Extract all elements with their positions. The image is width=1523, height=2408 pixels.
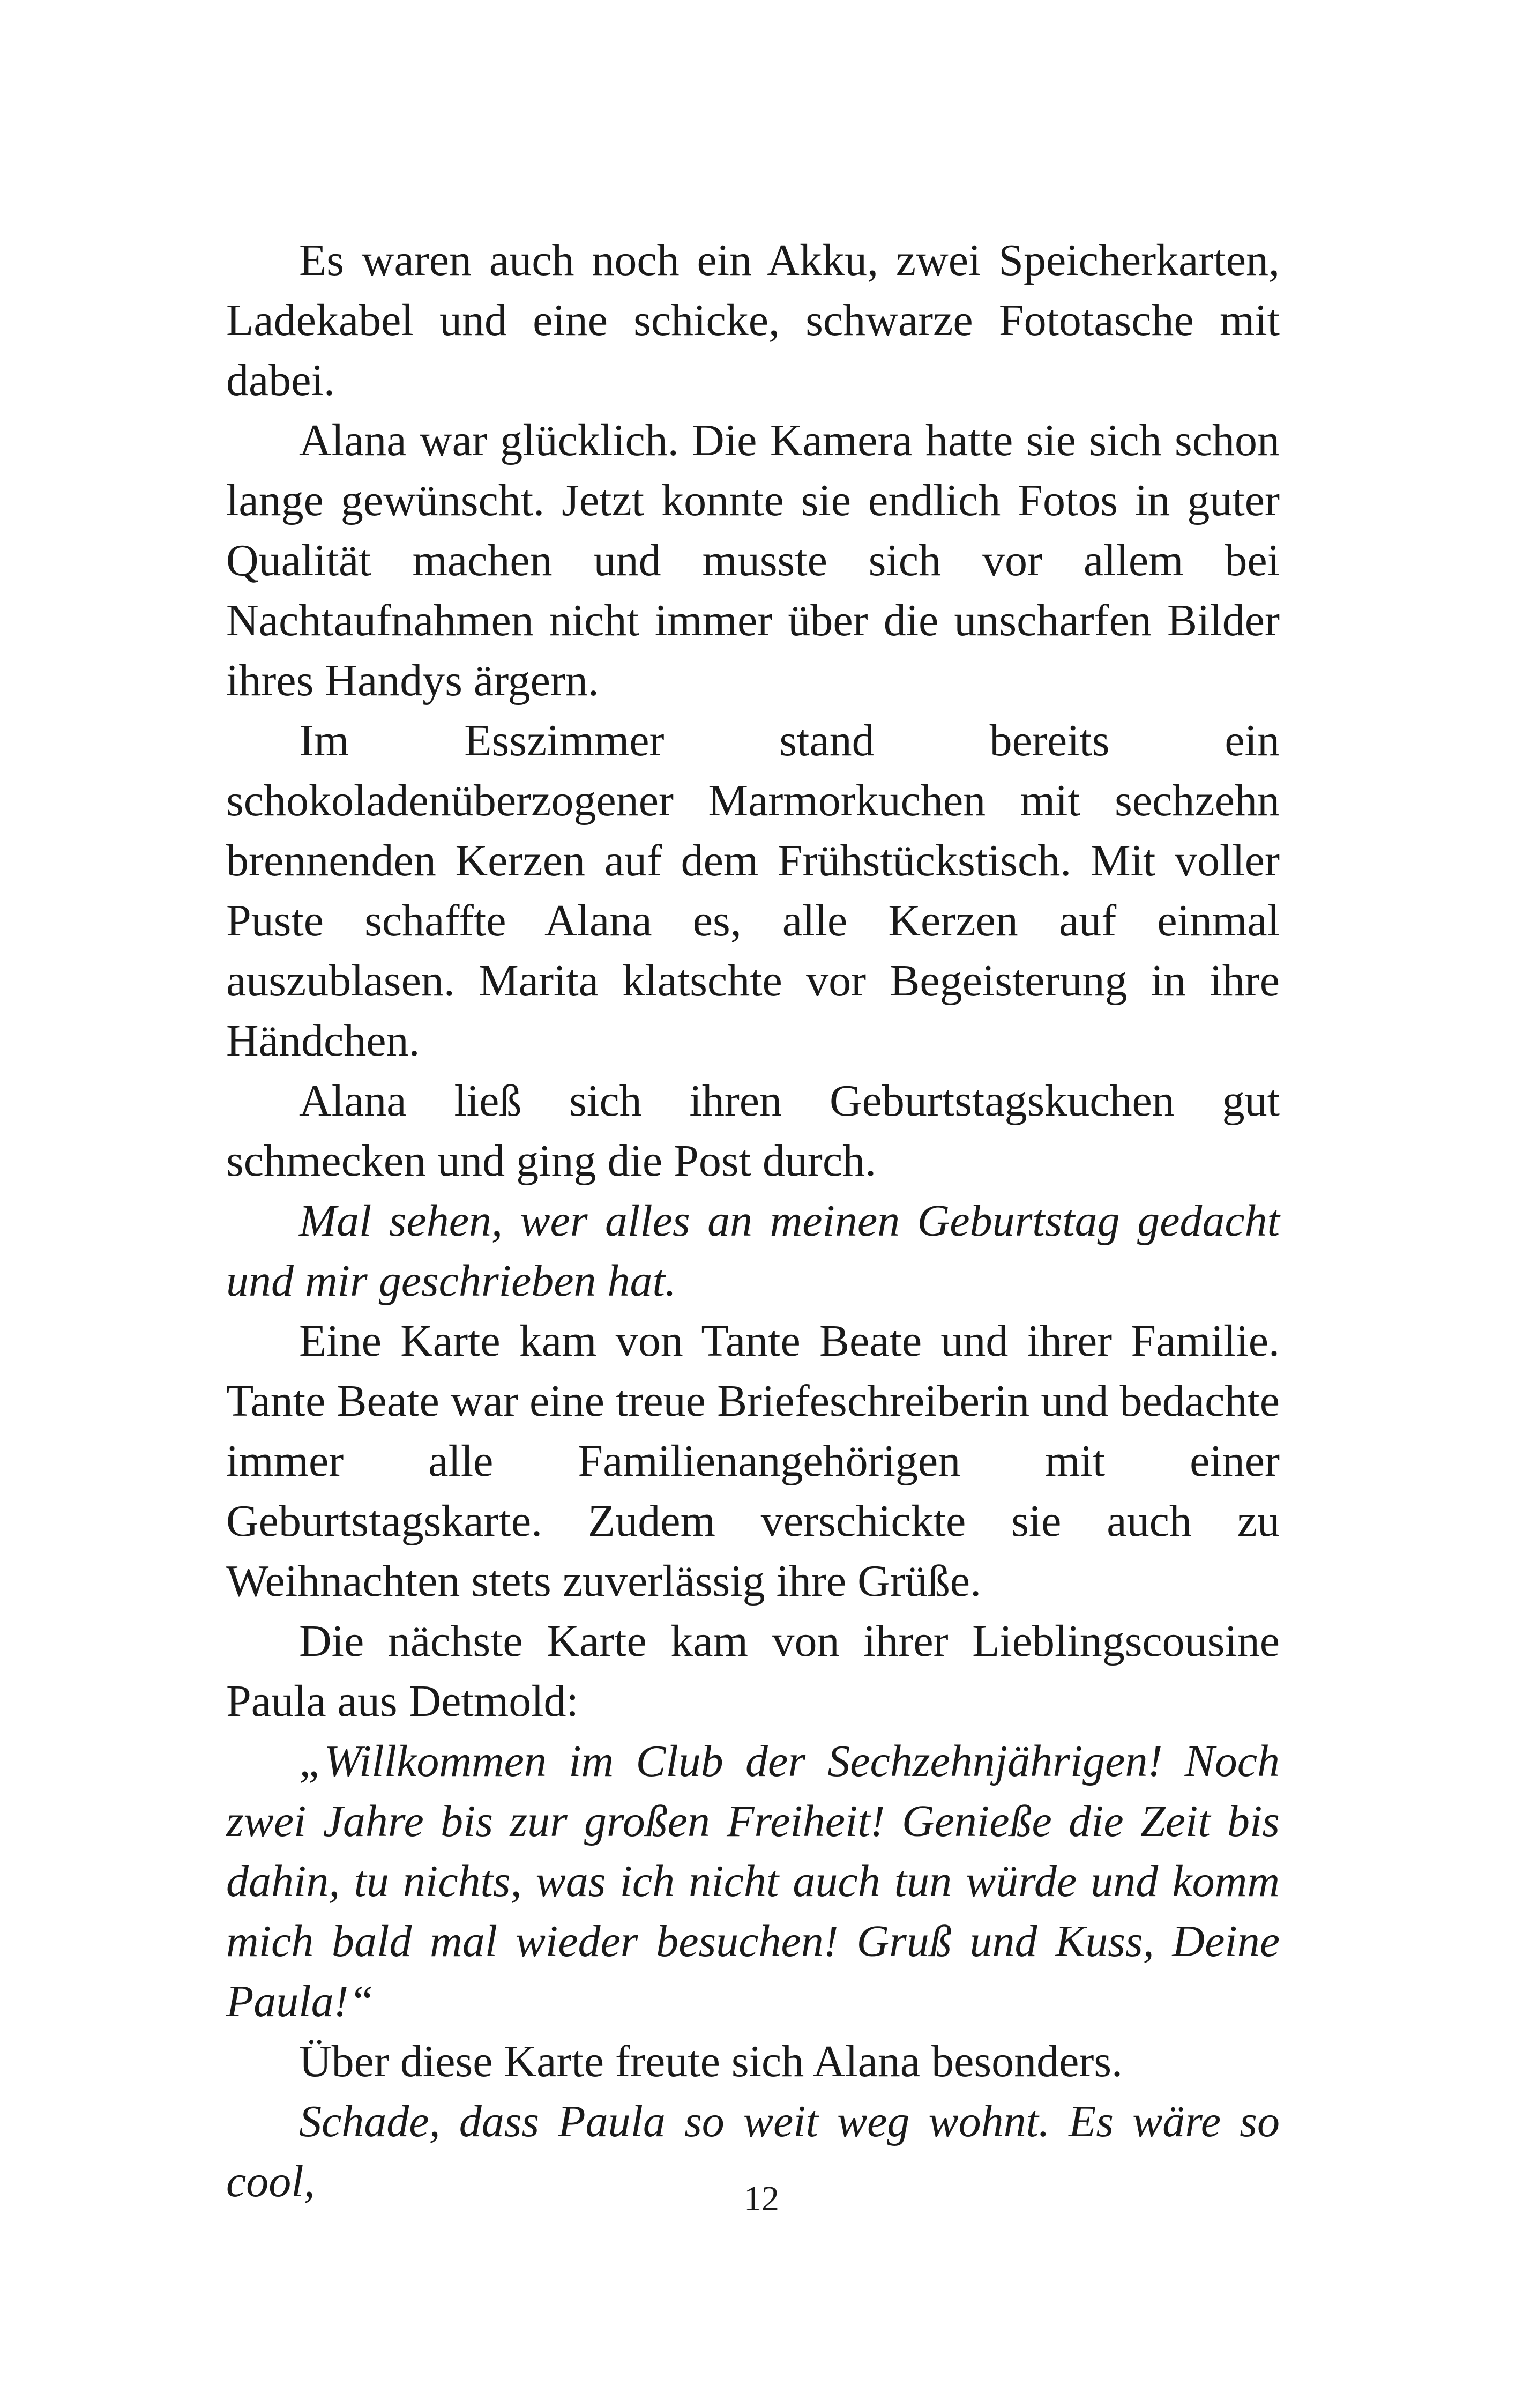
page-number: 12 (744, 2179, 779, 2218)
paragraph: Über diese Karte freute sich Alana besonders. (299, 2037, 1123, 2086)
paragraph-italic: Schade, dass Paula so weit weg wohnt. Es wäre so cool, (226, 2097, 1280, 2206)
paragraph: Alana ließ sich ihren Geburtstagskuchen gut schmecken und ging die Post durch. (226, 1076, 1280, 1186)
body-text (226, 231, 1280, 2212)
paragraph: Eine Karte kam von Tante Beate und ihrer Familie. Tante Beate war eine treue Briefeschreiberin und bedachte immer alle Familienangehörigen mit einer Geburtstagskarte. Zudem verschickte sie auch zu Weihnachten stets zuverlässig ihre Grüße. (226, 1316, 1280, 1606)
paragraph: Die nächste Karte kam von ihrer Lieblingscousine Paula aus Detmold: (226, 1616, 1280, 1726)
paragraph: Im Esszimmer stand bereits ein schokoladenüberzogener Marmorkuchen mit sechzehn brennenden Kerzen auf dem Frühstückstisch. Mit voller Puste schaffte Alana es, alle Kerzen auf einmal auszublasen. Marita klatschte vor Begeisterung in ihre Händchen. (226, 716, 1280, 1066)
paragraph-italic: Mal sehen, wer alles an meinen Geburtstag gedacht und mir geschrieben hat. (226, 1196, 1280, 1306)
paragraph: Alana war glücklich. Die Kamera hatte sie sich schon lange gewünscht. Jetzt konnte sie endlich Fotos in guter Qualität machen und musste sich vor allem bei Nachtaufnahmen nicht immer über die unscharfen Bilder ihres Handys ärgern. (226, 415, 1280, 705)
paragraph-italic-quote: „Willkommen im Club der Sechzehnjährigen! Noch zwei Jahre bis zur großen Freiheit! Genieße die Zeit bis dahin, tu nichts, was ich nicht auch tun würde und komm mich bald mal wieder besuchen! Gruß und Kuss, Deine Paula!“ (226, 1736, 1280, 2026)
paragraph: Es waren auch noch ein Akku, zwei Speicherkarten, Ladekabel und eine schicke, schwarze Fototasche mit dabei. (226, 235, 1280, 405)
